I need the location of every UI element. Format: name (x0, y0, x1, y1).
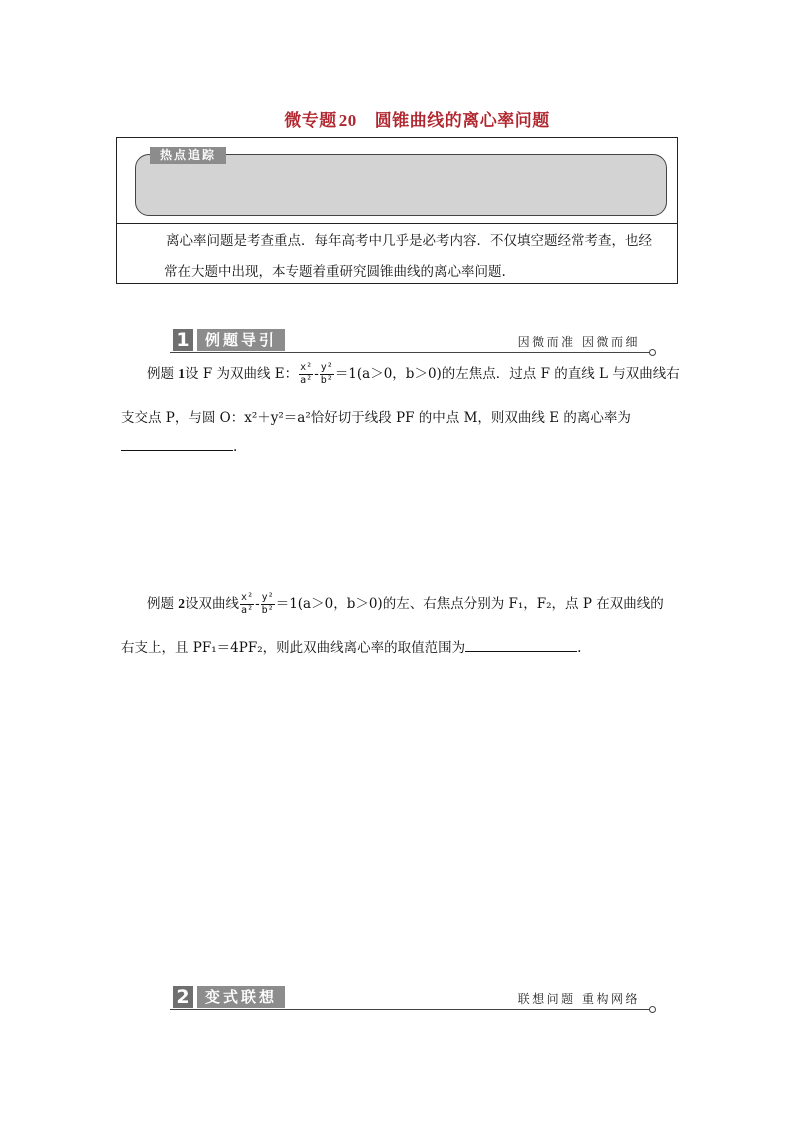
section-motto: 因微而准 因微而细 (517, 335, 640, 349)
hot-tracking-text (124, 226, 672, 288)
section-header-variations (170, 986, 656, 1008)
section-header-examples (170, 329, 656, 351)
hot-tracking-tab: 热点追踪 (150, 147, 226, 164)
section-rule (170, 352, 654, 353)
fraction-y2-b2: $\frac{\text{y²}}{\text{b²}}$ (320, 362, 333, 386)
example-text: 设双曲线 (185, 596, 240, 612)
section-number: 1 (173, 329, 193, 351)
title-topic: 圆锥曲线的离心率问题 (374, 111, 550, 131)
answer-blank[interactable] (465, 639, 577, 652)
example-1-line-2: 支交点 P，与圆 O：x²＋y²＝a²恰好切于线段 PF 的中点 M，则双曲线 E 的离心率为 (121, 410, 631, 426)
section-rule-end-dot (649, 1006, 656, 1013)
example-text: ＝1(a＞0，b＞0)的左、右焦点分别为 F₁，F₂，点 P 在双曲线的 (275, 596, 664, 612)
title-number: 20 (338, 111, 357, 130)
hot-tracking-line: 常在大题中出现，本专题着重研究圆锥曲线的离心率问题. (164, 264, 506, 280)
example-2-line-2: 右支上，且 PF₁＝4PF₂，则此双曲线离心率的取值范围为 . (121, 640, 582, 656)
hot-tracking-divider (117, 223, 677, 224)
example-1-line-1 (147, 362, 680, 387)
example-number: 2 (178, 596, 186, 611)
section-motto: 联想问题 重构网络 (517, 992, 640, 1006)
page-title (0, 106, 794, 131)
example-1 (121, 360, 681, 460)
fraction-x2-a2: $\frac{\text{x²}}{\text{a²}}$ (300, 362, 313, 386)
section-label: 例题导引 (197, 329, 285, 351)
example-number: 1 (178, 366, 186, 381)
fraction-y2-b2: $\frac{\text{y²}}{\text{b²}}$ (261, 592, 274, 616)
example-label: 例题 (147, 366, 174, 382)
title-main: 微专题 (284, 111, 337, 131)
section-rule (170, 1009, 654, 1010)
example-2 (121, 590, 681, 660)
section-rule-end-dot (649, 349, 656, 356)
example-1-line-3: . (121, 438, 237, 455)
minus-sign: - (255, 596, 260, 612)
example-label: 例题 (147, 596, 174, 612)
section-label: 变式联想 (197, 986, 285, 1008)
hot-tracking-line: 离心率问题是考查重点．每年高考中几乎是必考内容．不仅填空题经常考查，也经 (166, 233, 652, 249)
answer-blank[interactable] (121, 438, 233, 451)
example-2-line-1 (147, 592, 664, 617)
example-text: 设 F 为双曲线 E： (185, 366, 299, 382)
minus-sign: - (314, 366, 319, 382)
section-number: 2 (173, 986, 193, 1008)
example-text: ＝1(a＞0，b＞0)的左焦点．过点 F 的直线 L 与双曲线右 (334, 366, 680, 382)
fraction-x2-a2: $\frac{\text{x²}}{\text{a²}}$ (241, 592, 254, 616)
